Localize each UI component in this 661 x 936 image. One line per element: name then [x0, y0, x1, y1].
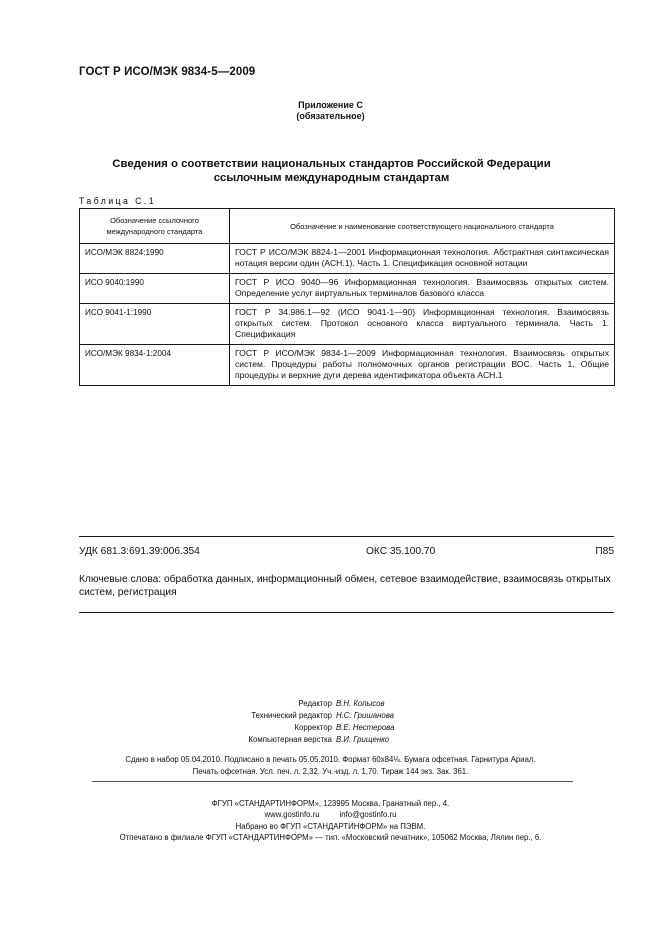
table-cell-national: ГОСТ Р 34.986.1—92 (ИСО 9041-1—90) Информационная технология. Взаимосвязь открытых систем. Протокол основного класса виртуального терминала. Часть 1. Спецификация [230, 304, 615, 345]
category-code: П85 [595, 546, 614, 557]
credit-row [0, 710, 661, 722]
table-label: Таблица С.1 [79, 196, 157, 206]
print-info-line: Печать офсетная. Усл. печ. л. 2,32. Уч.-изд. л. 1,70. Тираж 144 экз. Зак. 361. [192, 766, 469, 776]
keywords-bottom-rule [79, 612, 614, 613]
credits-block [0, 698, 661, 746]
oks-code: ОКС 35.100.70 [366, 546, 436, 557]
udk-code: УДК 681.3:691.39:006.354 [79, 546, 200, 557]
table-cell-reference: ИСО/МЭК 9834-1:2004 [80, 345, 230, 386]
print-info-rule [92, 781, 573, 782]
credit-row [0, 722, 661, 734]
credit-row [0, 734, 661, 746]
publisher-print-note: Отпечатано в филиале ФГУП «СТАНДАРТИНФОРМ» — тип. «Московский печатник», 105062 Москва, Лялин пер., 6. [119, 832, 542, 842]
publisher-info [0, 798, 661, 843]
table-cell-reference: ИСО/МЭК 8824:1990 [80, 244, 230, 274]
credit-name: В.Е. Нестерова [336, 723, 395, 732]
table-cell-reference: ИСО 9040:1990 [80, 274, 230, 304]
table-header-national: Обозначение и наименование соответствующего национального стандарта [230, 209, 615, 244]
print-info [0, 754, 661, 777]
credit-role: Редактор [298, 699, 332, 708]
keywords: Ключевые слова: обработка данных, информационный обмен, сетевое взаимодействие, взаимосвязь открытых систем, регистрация [79, 574, 611, 598]
credit-row [0, 698, 661, 710]
table-cell-reference: ИСО 9041-1:1990 [80, 304, 230, 345]
publisher-contacts [0, 809, 661, 820]
correspondence-table [79, 208, 615, 386]
table-row [80, 304, 615, 345]
table-row [80, 345, 615, 386]
publisher-email[interactable]: info@gostinfo.ru [339, 810, 397, 820]
publisher-typeset-note: Набрано во ФГУП «СТАНДАРТИНФОРМ» на ПЭВМ. [235, 821, 426, 831]
classification-top-rule [79, 536, 614, 537]
table-header-reference: Обозначение ссылочного международного стандарта [80, 209, 230, 244]
classification-line [79, 546, 614, 560]
publisher-website[interactable]: www.gostinfo.ru [264, 810, 320, 820]
print-info-line: Сдано в набор 05.04.2010. Подписано в печать 05.05.2010. Формат 60x84⅛. Бумага офсетная. Гарнитура Ариал. [125, 755, 536, 764]
appendix-title: Приложение С [298, 100, 363, 110]
appendix-heading [0, 100, 661, 122]
table-cell-national: ГОСТ Р ИСО 9040—96 Информационная технология. Взаимосвязь открытых систем. Определение услуг виртуальных терминалов базового класса [230, 274, 615, 304]
credit-name: Н.С. Гришанова [336, 711, 395, 720]
credit-name: В.Н. Копысов [336, 699, 385, 708]
table-header-row [80, 209, 615, 244]
table-row [80, 274, 615, 304]
table-cell-national: ГОСТ Р ИСО/МЭК 8824-1—2001 Информационная технология. Абстрактная синтаксическая нотация версии один (АСН.1). Часть 1. Спецификация основной нотации [230, 244, 615, 274]
section-title: Сведения о соответствии национальных стандартов Российской Федерации ссылочным международным стандартам [112, 158, 551, 184]
standard-id-header: ГОСТ Р ИСО/МЭК 9834-5—2009 [79, 66, 256, 78]
credit-role: Корректор [294, 723, 332, 732]
credit-role: Компьютерная верстка [248, 735, 332, 744]
table-row [80, 244, 615, 274]
publisher-address: ФГУП «СТАНДАРТИНФОРМ», 123995 Москва, Гранатный пер., 4. [211, 799, 450, 808]
credit-role: Технический редактор [251, 711, 332, 720]
credit-name: В.И. Грищенко [336, 735, 390, 744]
appendix-status: (обязательное) [296, 111, 365, 121]
table-cell-national: ГОСТ Р ИСО/МЭК 9834-1—2009 Информационная технология. Взаимосвязь открытых систем. Процедуры работы полномочных органов регистрации ВОС. Часть 1. Общие процедуры и верхние дуги дерева идентификатора объекта АСН.1 [230, 345, 615, 386]
